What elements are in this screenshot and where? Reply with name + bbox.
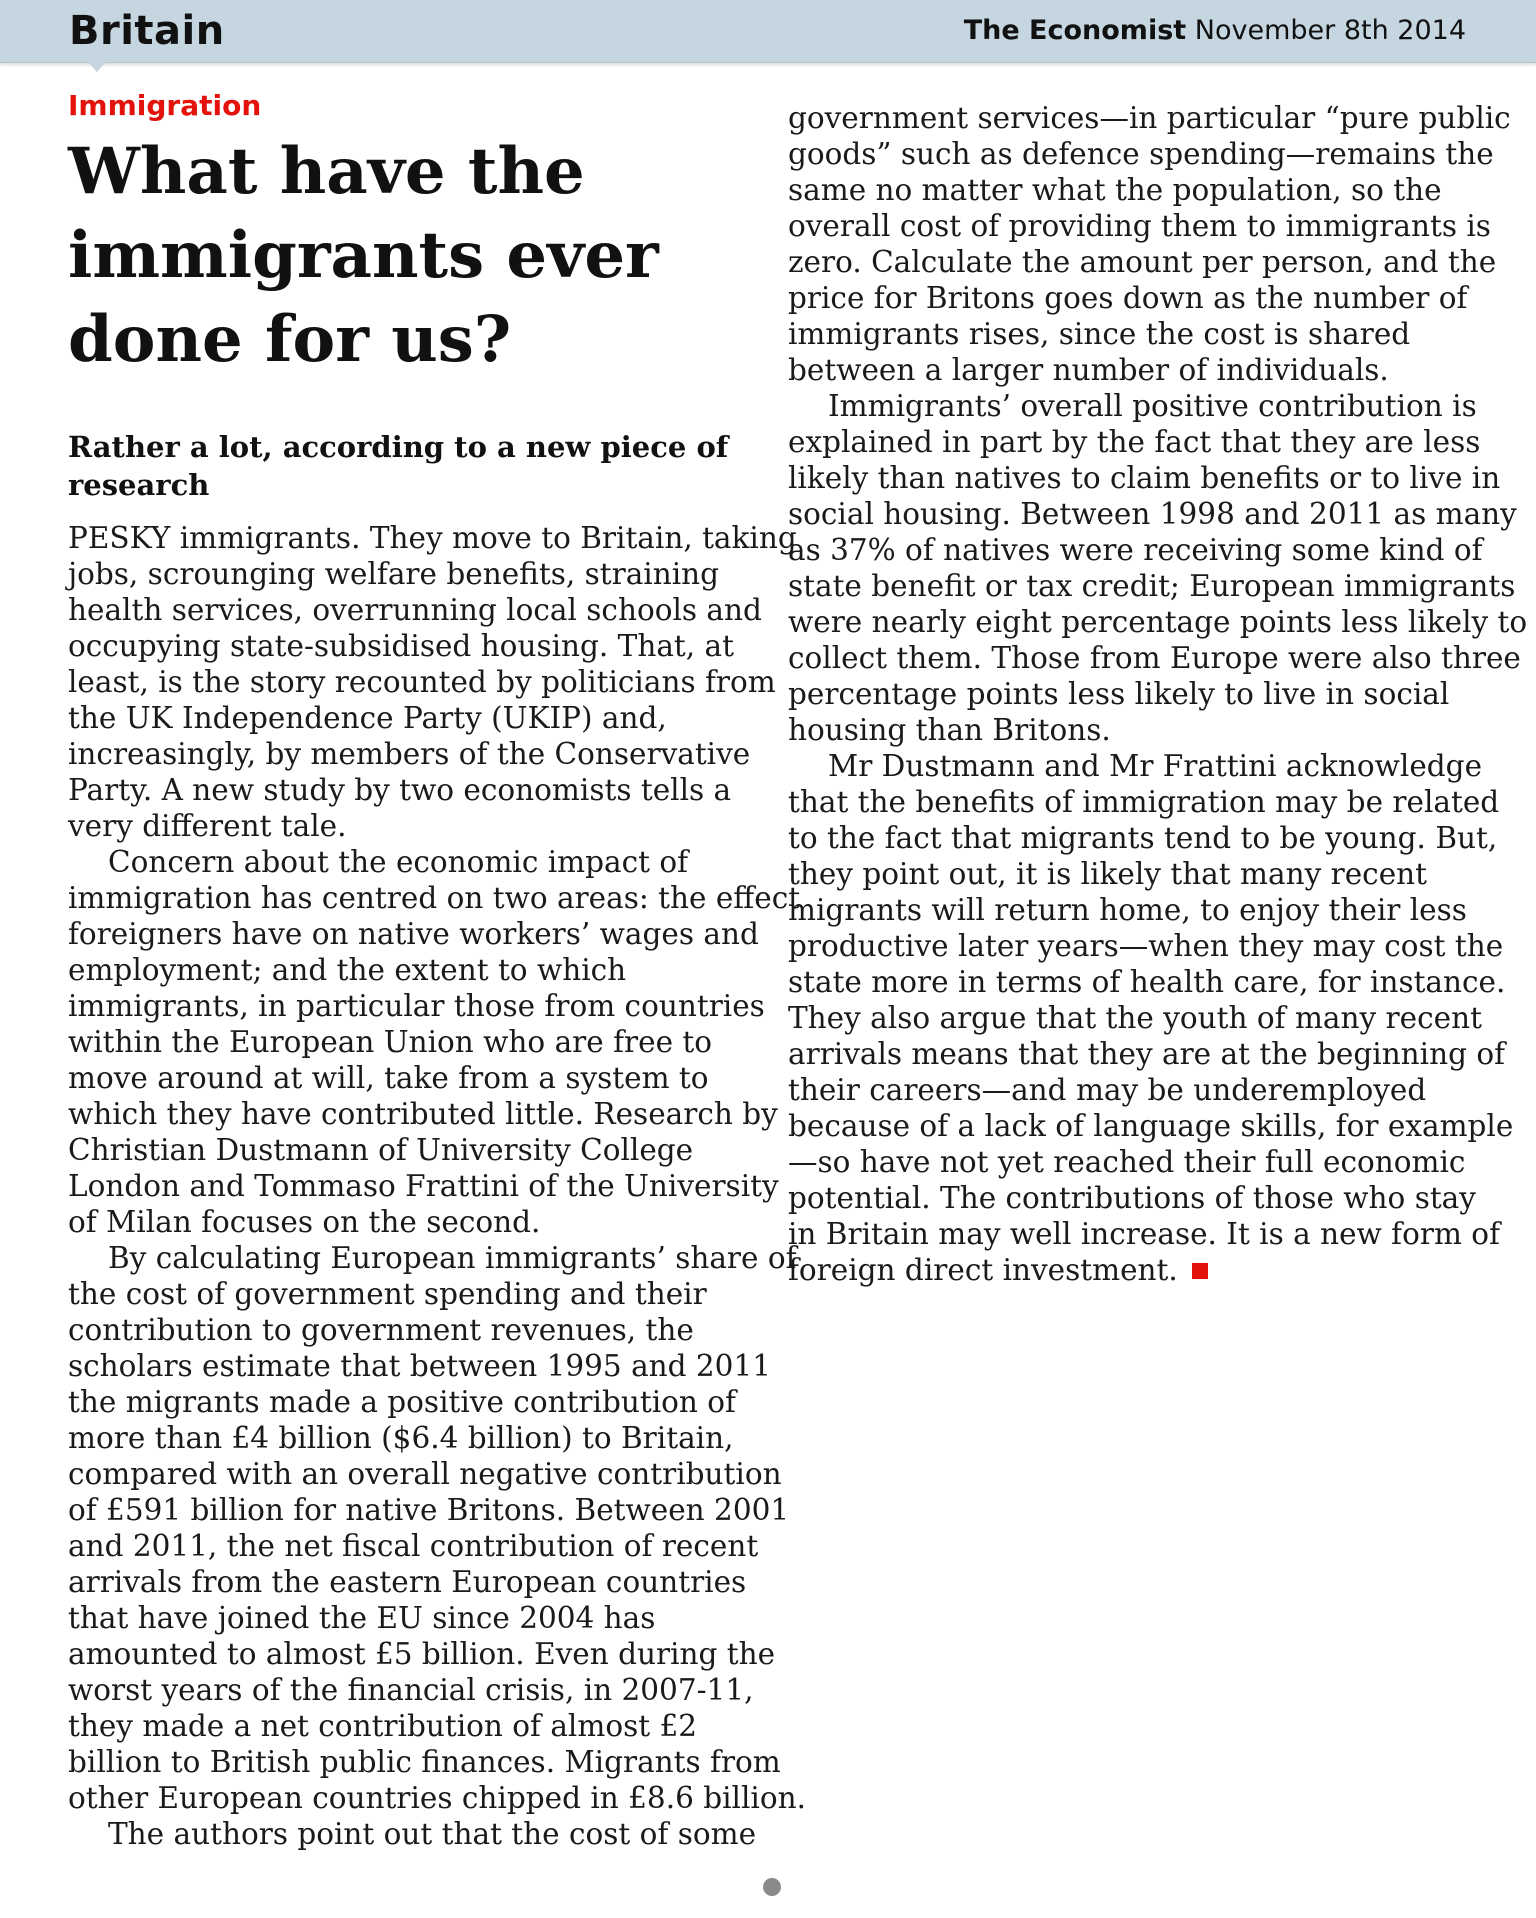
- body-text-line: productive later years—when they may cost the: [788, 929, 1504, 963]
- body-text-line: state more in terms of health care, for instance.: [788, 965, 1506, 999]
- body-text-line: housing than Britons.: [788, 713, 1111, 747]
- body-text-line: explained in part by the fact that they are less: [788, 425, 1481, 459]
- body-text-line: zero. Calculate the amount per person, and the: [788, 245, 1497, 279]
- body-text-line: The authors point out that the cost of some: [108, 1817, 757, 1851]
- body-text-line: very different tale.: [68, 809, 347, 843]
- body-text-line: their careers—and may be underemployed: [788, 1073, 1427, 1107]
- body-text-line: in Britain may well increase. It is a new form of: [788, 1217, 1500, 1251]
- body-text-line: that have joined the EU since 2004 has: [68, 1601, 656, 1635]
- body-text-line: immigration has centred on two areas: the effect: [68, 881, 801, 915]
- header-notch: [88, 62, 106, 72]
- body-text-line: scholars estimate that between 1995 and 2011: [68, 1349, 771, 1383]
- standfirst-line: research: [68, 468, 210, 502]
- body-text-line: to the fact that migrants tend to be young. But,: [788, 821, 1498, 855]
- body-text-line: least, is the story recounted by politicians from: [68, 665, 776, 699]
- article-body-right-column: [788, 100, 1528, 1288]
- body-text-line: London and Tommaso Frattini of the University: [68, 1169, 779, 1203]
- body-text-line: the migrants made a positive contribution of: [68, 1385, 736, 1419]
- body-text-line: amounted to almost £5 billion. Even during the: [68, 1637, 776, 1671]
- headline-line: What have the: [68, 134, 585, 209]
- body-text-line: foreigners have on native workers’ wages and: [68, 917, 759, 951]
- body-text-line: PESKY immigrants. They move to Britain, taking: [68, 521, 797, 555]
- publication-name: The Economist: [963, 15, 1187, 46]
- body-text-line: move around at will, take from a system to: [68, 1061, 709, 1095]
- body-text-line: contribution to government revenues, the: [68, 1313, 694, 1347]
- body-text-line: Concern about the economic impact of: [108, 845, 689, 879]
- body-text-line: jobs, scrounging welfare benefits, straining: [68, 557, 720, 591]
- body-text-line: occupying state-subsidised housing. That, at: [68, 629, 734, 663]
- body-text-line: goods” such as defence spending—remains the: [788, 137, 1494, 171]
- body-text-line: the UK Independence Party (UKIP) and,: [68, 701, 667, 735]
- body-text-line: increasingly, by members of the Conservative: [68, 737, 751, 771]
- publication-info: [964, 13, 1466, 49]
- article-rubric: Immigration: [68, 89, 262, 122]
- body-text-line: foreign direct investment.: [788, 1252, 1488, 1288]
- body-text-line: they point out, it is likely that many recent: [788, 857, 1428, 891]
- body-text-line: overall cost of providing them to immigrants is: [788, 209, 1491, 243]
- body-text-line: within the European Union who are free to: [68, 1025, 713, 1059]
- body-text-line: collect them. Those from Europe were also three: [788, 641, 1521, 675]
- body-text-line: that the benefits of immigration may be related: [788, 785, 1500, 819]
- article-standfirst: [68, 428, 729, 504]
- end-of-article-mark-icon: [1192, 1263, 1208, 1279]
- section-header-bar: [0, 0, 1536, 63]
- headline-line: immigrants ever: [68, 218, 659, 293]
- body-text-line: worst years of the financial crisis, in 2007-11,: [68, 1673, 754, 1707]
- body-text-line: social housing. Between 1998 and 2011 as many: [788, 497, 1517, 531]
- article-body-left-column: [68, 520, 806, 1852]
- body-text-line: same no matter what the population, so the: [788, 173, 1442, 207]
- body-text-line: Party. A new study by two economists tells a: [68, 773, 732, 807]
- body-text-line: —so have not yet reached their full economic: [788, 1145, 1466, 1179]
- body-text-line: more than £4 billion ($6.4 billion) to Britain,: [68, 1421, 734, 1455]
- standfirst-line: Rather a lot, according to a new piece of: [68, 430, 729, 464]
- body-text-line: Immigrants’ overall positive contribution is: [828, 389, 1477, 423]
- body-text-line: were nearly eight percentage points less likely to: [788, 605, 1528, 639]
- body-text-line: arrivals from the eastern European countries: [68, 1565, 747, 1599]
- body-text-line: percentage points less likely to live in social: [788, 677, 1450, 711]
- body-text-line: migrants will return home, to enjoy their less: [788, 893, 1467, 927]
- body-text-line: as 37% of natives were receiving some kind of: [788, 533, 1483, 567]
- section-label: Britain: [69, 8, 225, 54]
- body-text-line: They also argue that the youth of many recent: [788, 1001, 1482, 1035]
- body-text-line: price for Britons goes down as the number of: [788, 281, 1468, 315]
- body-text-line: potential. The contributions of those who stay: [788, 1181, 1476, 1215]
- body-text-line: likely than natives to claim benefits or to live in: [788, 461, 1501, 495]
- body-text-line: state benefit or tax credit; European immigrants: [788, 569, 1516, 603]
- body-text-line: between a larger number of individuals.: [788, 353, 1389, 387]
- body-text-line: of £591 billion for native Britons. Between 2001: [68, 1493, 790, 1527]
- page-indicator-dot[interactable]: [763, 1878, 781, 1896]
- body-text-line: of Milan focuses on the second.: [68, 1205, 541, 1239]
- body-text-line: Mr Dustmann and Mr Frattini acknowledge: [828, 749, 1483, 783]
- headline-line: done for us?: [68, 302, 512, 377]
- body-text-line: other European countries chipped in £8.6 billion.: [68, 1781, 806, 1815]
- body-text-line: immigrants, in particular those from countries: [68, 989, 765, 1023]
- article-headline: [68, 130, 708, 382]
- body-text-line: arrivals means that they are at the beginning of: [788, 1037, 1506, 1071]
- body-text-line: health services, overrunning local schools and: [68, 593, 762, 627]
- body-text-line: which they have contributed little. Research by: [68, 1097, 778, 1131]
- body-text-line: employment; and the extent to which: [68, 953, 627, 987]
- body-text-line: By calculating European immigrants’ share of: [108, 1241, 797, 1275]
- issue-date: November 8th 2014: [1194, 15, 1466, 46]
- body-text-line: billion to British public finances. Migrants from: [68, 1745, 781, 1779]
- body-text-line: they made a net contribution of almost £2: [68, 1709, 697, 1743]
- body-text-line: government services—in particular “pure public: [788, 101, 1511, 135]
- body-text-line: because of a lack of language skills, for example: [788, 1109, 1514, 1143]
- body-text-line: and 2011, the net fiscal contribution of recent: [68, 1529, 759, 1563]
- body-text-line: the cost of government spending and their: [68, 1277, 707, 1311]
- body-text-line: Christian Dustmann of University College: [68, 1133, 694, 1167]
- body-text-line: immigrants rises, since the cost is shared: [788, 317, 1411, 351]
- body-text-line: compared with an overall negative contribution: [68, 1457, 782, 1491]
